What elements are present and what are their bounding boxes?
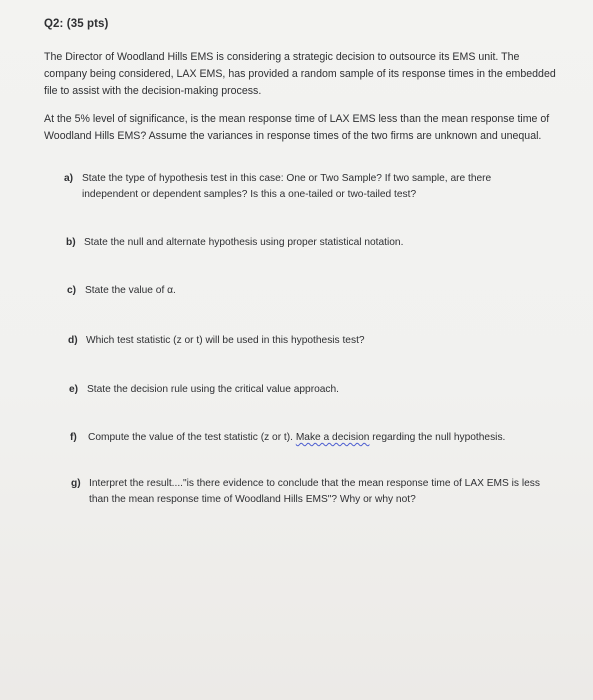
subquestion-text: State the null and alternate hypothesis using proper statistical notation. [84, 237, 404, 248]
subquestion-e [69, 382, 542, 398]
subquestion-text: State the decision rule using the critical value approach. [87, 384, 340, 395]
subquestion-label: f) [70, 432, 77, 443]
subquestion-text: State the value of α. [85, 285, 176, 296]
spellcheck-underlined-text: Make a decision [295, 432, 370, 443]
subquestion-text: Interpret the result...."is there evidence to conclude that the mean response time of LAX EMS is less than the mean response time of Woodland Hills EMS"? Why or why not? [89, 478, 540, 505]
subquestion-label: g) [71, 478, 81, 489]
subquestion-label: a) [64, 173, 74, 184]
subquestion-label: e) [69, 384, 79, 395]
subquestion-g [71, 476, 549, 508]
subquestion-text-after: regarding the null hypothesis. [372, 432, 506, 443]
subquestion-text: State the type of hypothesis test in this case: One or Two Sample? If two sample, are there independent or dependent samples? Is this a one-tailed or two-tailed test? [82, 173, 492, 200]
subquestion-a [64, 171, 537, 203]
intro-paragraph: The Director of Woodland Hills EMS is considering a strategic decision to outsource its EMS unit. The company being considered, LAX EMS, has provided a random sample of its response times in the embedded file to assist with the decision-making process. [44, 51, 556, 97]
subquestion-label: b) [66, 237, 76, 248]
subquestion-text-before: Compute the value of the test statistic (z or t). [88, 432, 293, 443]
subquestion-c [67, 283, 540, 299]
question-paragraph: At the 5% level of significance, is the mean response time of LAX EMS less than the mean response time of Woodland Hills EMS? Assume the variances in response times of the two firms are unknown and unequal. [44, 113, 550, 142]
question-title: Q2: (35 pts) [44, 18, 109, 30]
subquestion-label: c) [67, 285, 77, 296]
subquestion-text [88, 430, 543, 446]
subquestion-f [70, 430, 543, 446]
subquestion-b [66, 235, 539, 251]
subquestion-d [68, 333, 541, 349]
subquestion-text: Which test statistic (z or t) will be used in this hypothesis test? [86, 335, 365, 346]
subquestion-label: d) [68, 335, 78, 346]
